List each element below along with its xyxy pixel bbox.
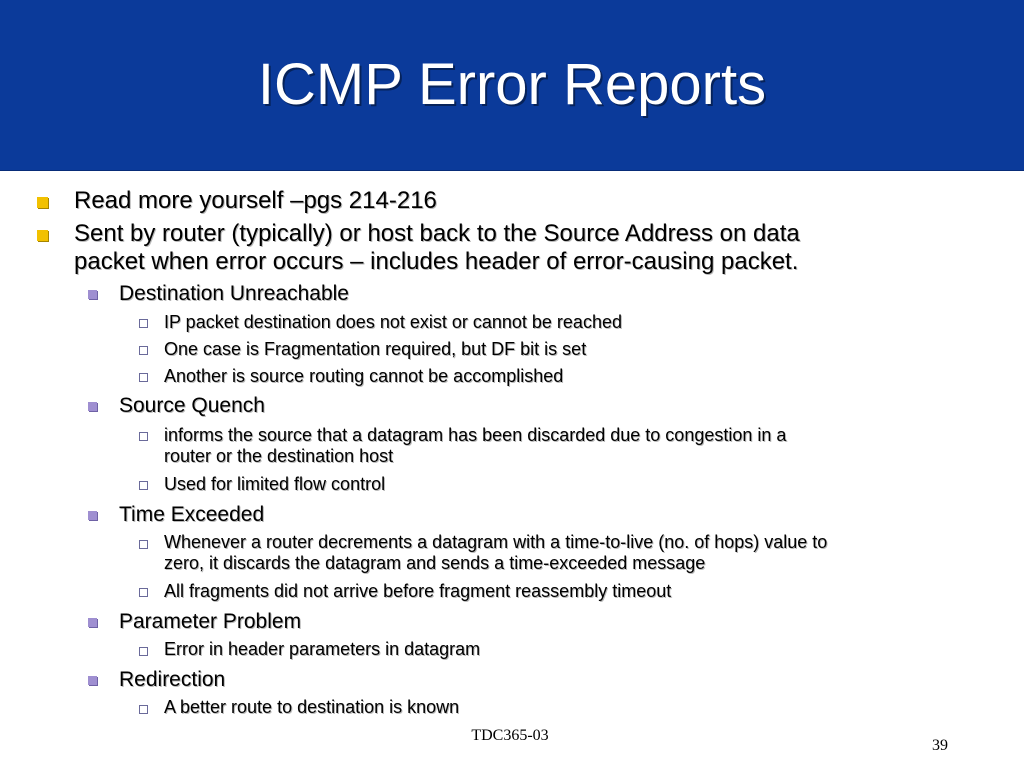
list-item-continued: router or the destination host [164, 446, 394, 466]
list-item: Used for limited flow control [164, 474, 386, 494]
section-destination-unreachable: Destination Unreachable [119, 282, 349, 305]
list-item: A better route to destination is known [164, 697, 460, 717]
level2-bullet-icon [88, 290, 97, 299]
level2-bullet-icon [88, 402, 97, 411]
level3-bullet-icon [139, 319, 148, 328]
slide-title: ICMP Error Reports [257, 52, 767, 117]
list-item: Another is source routing cannot be accomplished [164, 366, 564, 386]
level1-bullet-icon [37, 197, 48, 208]
level3-bullet-icon [139, 373, 148, 382]
list-item: Whenever a router decrements a datagram with a time-to-live (no. of hops) value to [164, 532, 828, 552]
section-source-quench: Source Quench [119, 394, 265, 417]
level2-bullet-icon [88, 618, 97, 627]
level3-bullet-icon [139, 588, 148, 597]
bullet-sent-by-router-continued: packet when error occurs – includes header of error-causing packet. [74, 248, 799, 275]
level2-bullet-icon [88, 676, 97, 685]
course-code: TDC365-03 [471, 727, 549, 744]
section-redirection: Redirection [119, 668, 226, 691]
level3-bullet-icon [139, 647, 148, 656]
list-item: Error in header parameters in datagram [164, 639, 481, 659]
list-item-continued: zero, it discards the datagram and sends a time-exceeded message [164, 553, 706, 573]
section-time-exceeded: Time Exceeded [119, 503, 265, 526]
page-number: 39 [932, 737, 948, 754]
level1-bullet-icon [37, 230, 48, 241]
level3-bullet-icon [139, 705, 148, 714]
list-item: One case is Fragmentation required, but DF bit is set [164, 339, 587, 359]
list-item: informs the source that a datagram has been discarded due to congestion in a [164, 425, 787, 445]
bullet-sent-by-router: Sent by router (typically) or host back to the Source Address on data [74, 220, 800, 247]
section-parameter-problem: Parameter Problem [119, 610, 302, 633]
bullet-read-more: Read more yourself –pgs 214-216 [74, 187, 437, 214]
level3-bullet-icon [139, 540, 148, 549]
list-item: All fragments did not arrive before fragment reassembly timeout [164, 581, 672, 601]
level3-bullet-icon [139, 481, 148, 490]
level3-bullet-icon [139, 432, 148, 441]
list-item: IP packet destination does not exist or cannot be reached [164, 312, 622, 332]
level2-bullet-icon [88, 511, 97, 520]
title-bar [0, 0, 1024, 171]
level3-bullet-icon [139, 346, 148, 355]
